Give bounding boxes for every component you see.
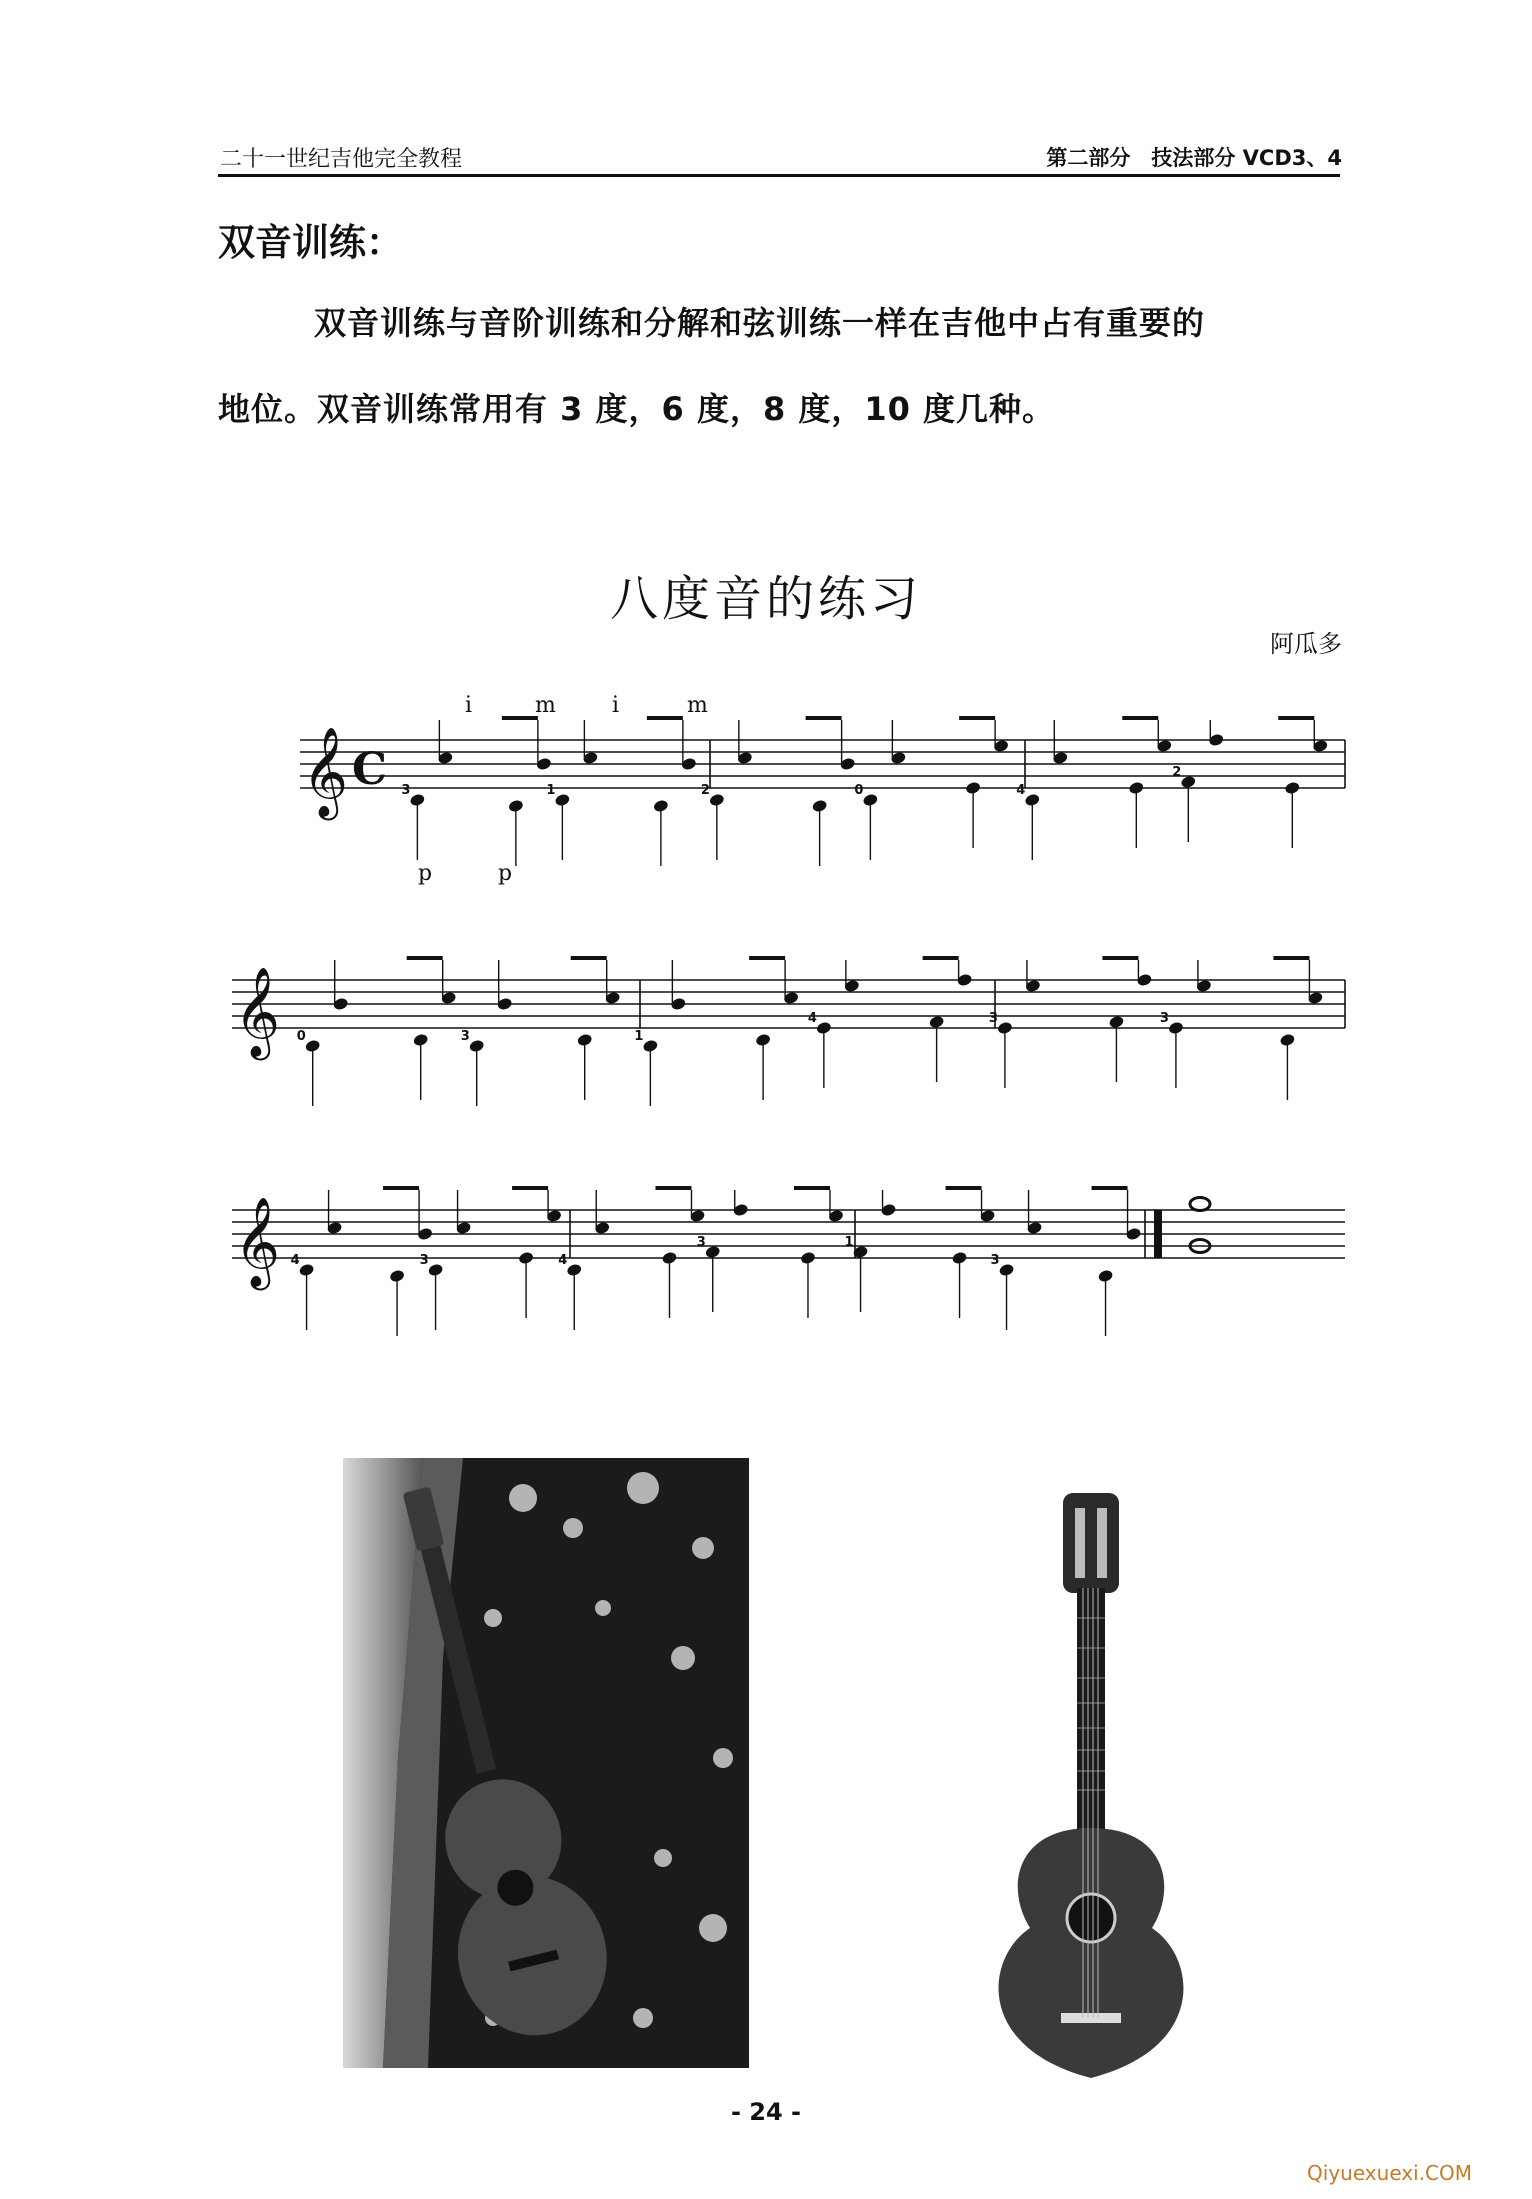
beam [1122,716,1158,720]
body-paragraph-line-2: 地位。双音训练常用有 3 度，6 度，8 度，10 度几种。 [218,390,1056,428]
beam [959,716,995,720]
fingering-number: 3 [990,1253,1000,1268]
composer-name: 阿瓜多 [1270,630,1342,658]
fingering-number: 3 [401,783,411,798]
treble-clef-icon: 𝄞 [234,967,281,1057]
right-hand-fingering: i [465,693,473,718]
beam [502,716,538,720]
beam [806,716,842,720]
fingering-number: 4 [558,1253,568,1268]
fingering-number: 3 [696,1235,706,1250]
beam [407,956,443,960]
time-signature: C [352,744,388,795]
page-number: - 24 - [730,2098,802,2126]
right-hand-fingering: m [687,693,708,718]
beam [512,1186,548,1190]
fingering-number: 4 [1016,783,1026,798]
beam [1273,956,1309,960]
watermark: Qiyuexuexi.COM [1307,2161,1472,2185]
fingering-number: 4 [807,1011,817,1026]
beam [571,956,607,960]
body-paragraph-line-1: 双音训练与音阶训练和分解和弦训练一样在吉他中占有重要的 [314,304,1206,342]
fingering-number: 1 [844,1235,854,1250]
fingering-number: 1 [546,783,556,798]
running-header-left: 二十一世纪吉他完全教程 [220,147,463,172]
final-barline-icon [1154,1210,1162,1258]
photo-classical-guitar [975,1488,1207,2083]
beam [946,1186,982,1190]
beam [1092,1186,1128,1190]
right-hand-fingering: i [612,693,620,718]
running-header-right: 第二部分 技法部分 VCD3、4 [1046,146,1342,170]
beam [749,956,785,960]
thumb-marking: p [498,861,513,886]
section-heading: 双音训练： [218,221,403,264]
fingering-number: 3 [460,1029,470,1044]
fingering-number: 3 [988,1011,998,1026]
whole-note-high [1190,1198,1210,1211]
beam [647,716,683,720]
fingering-number: 2 [1172,765,1182,780]
beam [655,1186,691,1190]
beam [794,1186,830,1190]
right-hand-fingering: m [535,693,556,718]
beam [383,1186,419,1190]
photo-guitar-against-tree [343,1458,749,2068]
fingering-number: 2 [700,783,710,798]
fingering-number: 0 [296,1029,306,1044]
fingering-number: 1 [634,1029,644,1044]
beam [923,956,959,960]
beam [1278,716,1314,720]
treble-clef-icon: 𝄞 [302,727,349,817]
treble-clef-icon: 𝄞 [234,1197,281,1287]
fingering-number: 3 [419,1253,429,1268]
piece-title: 八度音的练习 [609,571,922,627]
fingering-number: 3 [1159,1011,1169,1026]
thumb-marking: p [418,861,433,886]
fingering-number: 0 [854,783,864,798]
beam [1102,956,1138,960]
fingering-number: 4 [290,1253,300,1268]
